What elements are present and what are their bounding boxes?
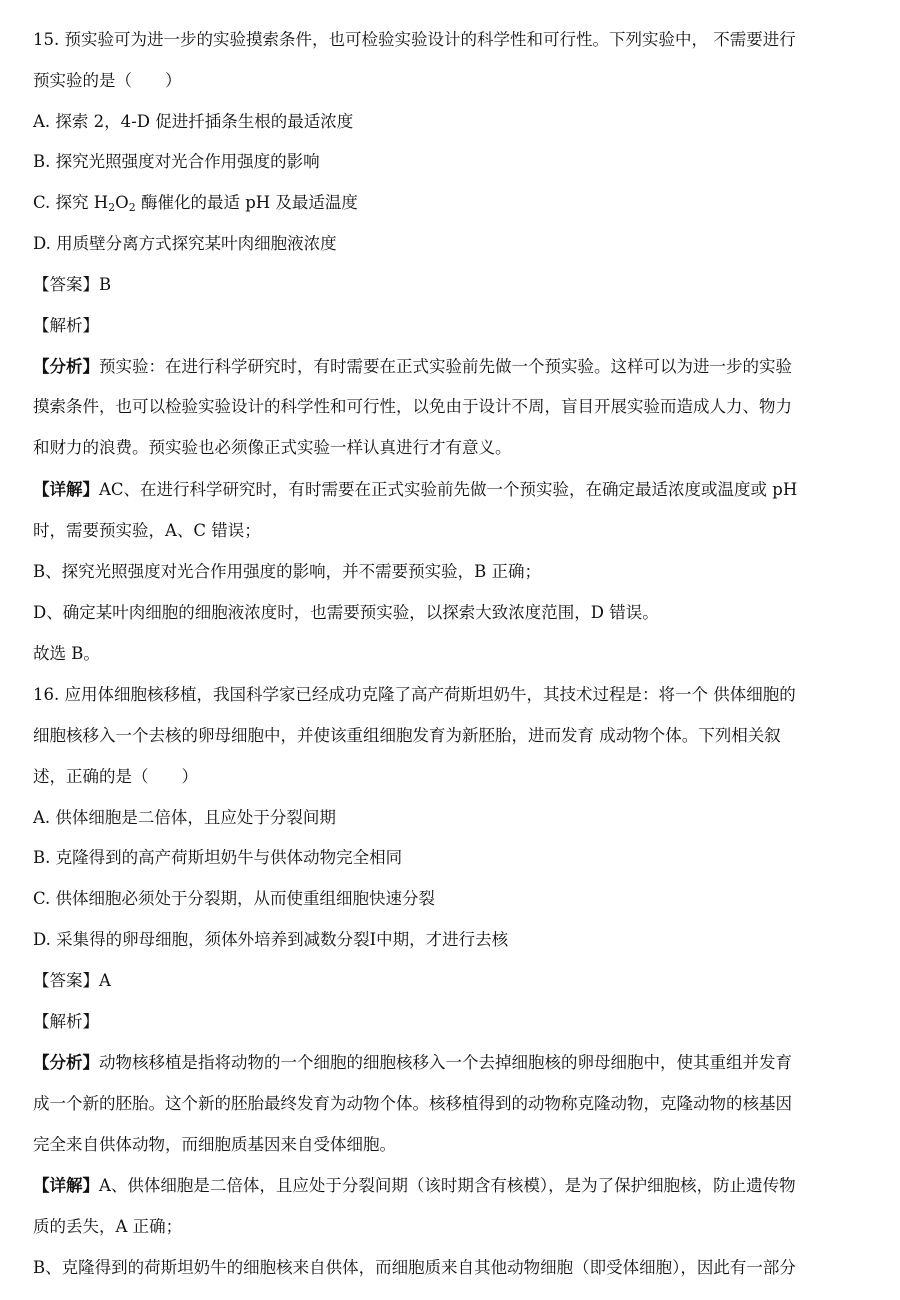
q16-fenxi-line3: 完全来自供体动物，而细胞质基因来自受体细胞。 [33,1135,396,1154]
q15-fenxi-line3: 和财力的浪费。预实验也必须像正式实验一样认真进行才有意义。 [33,438,512,457]
q15-xiangjie-line2: 时，需要预实验，A、C 错误； [33,521,261,540]
q15-answer-value: B [99,275,112,294]
q16-xiangjie-tag: 【详解】 [33,1176,99,1195]
q15-xiangjie-line3: B、探究光照强度对光合作用强度的影响，并不需要预实验，B 正确； [33,562,541,581]
q15-fenxi-line1 [33,357,882,377]
q15-analysis-header: 【解析】 [33,316,99,335]
q15-option-c-mid: O [115,193,129,212]
q16-fenxi-line2: 成一个新的胚胎。这个新的胚胎最终发育为动物个体。核移植得到的动物称克隆动物，克隆动物的核基因 [33,1094,792,1113]
q16-option-a: A. 供体细胞是二倍体，且应处于分裂间期 [33,808,336,827]
q15-stem-line1: 15. 预实验可为进一步的实验摸索条件，也可检验实验设计的科学性和可行性。下列实验中， 不需要进行 [33,30,796,49]
q16-stem-line2: 细胞核移入一个去核的卵母细胞中，并使该重组细胞发育为新胚胎，进而发育 成动物个体。下列相关叙 [33,726,781,745]
q15-option-a: A. 探索 2，4-D 促进扦插条生根的最适浓度 [33,112,354,131]
q16-xiangjie-text1: A、供体细胞是二倍体，且应处于分裂间期（该时期含有核模），是为了保护细胞核，防止遗传物 [99,1176,796,1195]
q15-conclusion: 故选 B。 [33,644,100,663]
q16-xiangjie-line3: B、克隆得到的荷斯坦奶牛的细胞核来自供体，而细胞质来自其他动物细胞（即受体细胞），因此有一部分 [33,1258,796,1277]
q15-xiangjie-tag: 【详解】 [33,480,99,499]
q16-analysis-header: 【解析】 [33,1012,99,1031]
q16-fenxi-line1 [33,1053,882,1073]
q16-option-d: D. 采集得的卵母细胞，须体外培养到减数分裂I中期，才进行去核 [33,930,509,949]
q15-xiangjie-text1: AC、在进行科学研究时，有时需要在正式实验前先做一个预实验，在确定最适浓度或温度或 pH [99,480,798,499]
q15-xiangjie-line4: D、确定某叶肉细胞的细胞液浓度时，也需要预实验，以探索大致浓度范围，D 错误。 [33,603,659,622]
q15-option-d: D. 用质壁分离方式探究某叶肉细胞液浓度 [33,234,337,253]
q15-option-c-suffix: 酶催化的最适 pH 及最适温度 [135,193,358,212]
q15-fenxi-tag: 【分析】 [33,357,99,376]
q16-fenxi-text1: 动物核移植是指将动物的一个细胞的细胞核移入一个去掉细胞核的卵母细胞中，使其重组并发育 [99,1053,792,1072]
q15-answer-tag: 【答案】 [33,275,99,294]
q16-answer [33,971,882,991]
q15-option-c-sub1: 2 [108,201,116,214]
q15-stem-line2: 预实验的是（ ） [33,71,182,90]
q16-answer-value: A [99,971,111,990]
q16-option-c: C. 供体细胞必须处于分裂期，从而使重组细胞快速分裂 [33,889,436,908]
q15-fenxi-text1: 预实验：在进行科学研究时，有时需要在正式实验前先做一个预实验。这样可以为进一步的实验 [99,357,792,376]
q15-answer [33,275,882,295]
q16-xiangjie-line1 [33,1176,882,1196]
q16-fenxi-tag: 【分析】 [33,1053,99,1072]
q15-option-c-prefix: C. 探究 H [33,193,109,212]
q16-answer-tag: 【答案】 [33,971,99,990]
q15-option-c [33,193,882,213]
q16-option-b: B. 克隆得到的高产荷斯坦奶牛与供体动物完全相同 [33,848,403,867]
q15-xiangjie-line1 [33,480,882,500]
q16-xiangjie-line2: 质的丢失，A 正确； [33,1217,183,1236]
q16-stem-line3: 述，正确的是（ ） [33,767,198,786]
q15-option-b: B. 探究光照强度对光合作用强度的影响 [33,152,320,171]
q15-option-c-sub2: 2 [128,201,136,214]
q15-fenxi-line2: 摸索条件，也可以检验实验设计的科学性和可行性，以免由于设计不周，盲目开展实验而造成人力、物力 [33,397,792,416]
q16-stem-line1: 16. 应用体细胞核移植，我国科学家已经成功克隆了高产荷斯坦奶牛，其技术过程是：将一个 供体细胞的 [33,685,796,704]
